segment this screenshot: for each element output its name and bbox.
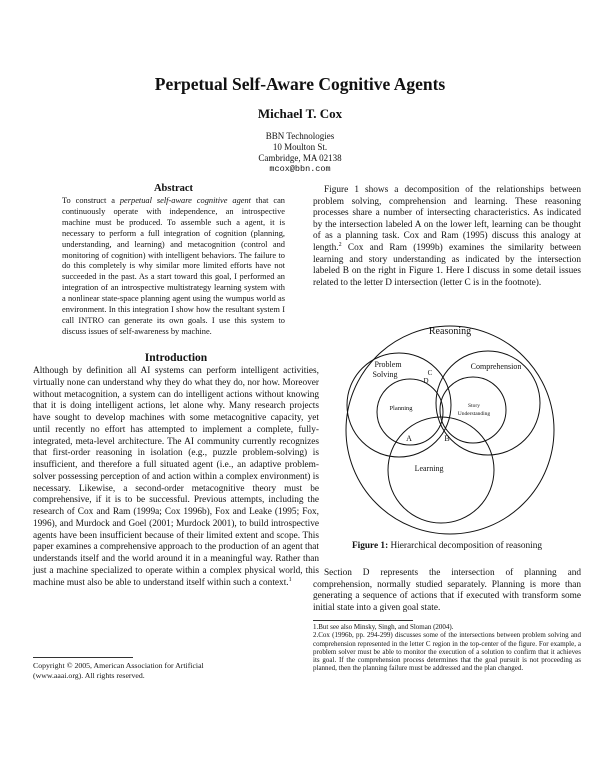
affiliation — [0, 131, 600, 175]
affiliation-city: Cambridge, MA 02138 — [258, 153, 342, 163]
copyright-notice: Copyright © 2005, American Association for Artificial (www.aaai.org). All rights reserved. — [33, 661, 204, 680]
figure-1-caption: Figure 1: Hierarchical decomposition of reasoning — [351, 541, 543, 551]
label-story: Story — [468, 403, 480, 409]
introduction-heading: Introduction — [144, 352, 208, 364]
label-b: B — [444, 434, 450, 443]
right-paragraph-1: Figure 1 shows a decomposition of the relationships between problem solving, comprehension and learning. These reasoning processes share a number of intersecting characteristics. As indicated by the intersection labeled A on the lower left, learning can be thought of as a planning task. Cox and Ram (1995) discuss this analogy at length.$^2$ Cox and Ram (1999b) examines the similarity between learning and story understanding as indicated by the intersection labeled B on the right in Figure 1. Here I discuss in some detail issues related to the letter D intersection (letter C is in the footnote). — [313, 185, 581, 288]
footnote-rule-right — [313, 620, 413, 621]
affiliation-street: 10 Moulton St. — [272, 142, 328, 152]
author-name: Michael T. Cox — [257, 106, 343, 121]
affiliation-org: BBN Technologies — [265, 131, 335, 141]
label-problem: Problem — [374, 360, 402, 369]
label-a: A — [406, 434, 412, 443]
author-email: mcox@bbn.com — [269, 164, 331, 174]
figure-1-diagram — [313, 315, 581, 537]
abstract-emphasis: perpetual self-aware cognitive agent — [119, 196, 251, 205]
label-d: D — [423, 377, 429, 385]
footnote-rule-left — [33, 657, 133, 658]
label-learning: Learning — [414, 464, 444, 473]
story-understanding-circle — [440, 377, 506, 443]
label-reasoning: Reasoning — [428, 326, 472, 337]
footnote-2: 2.Cox (1996b, pp. 294-299) discusses some of the intersections between problem solving and comprehension represented in the letter C region in the top-center of the figure. For example, a problem solver must be able to monitor the execution of a solution to confirm that it achieves its goal. If the comprehension process determines that the goal pursuit is not proceeding as planned, then the planning failure must be addressed and the plan changed. — [313, 631, 581, 673]
label-understanding: Understanding — [457, 411, 491, 417]
label-c: C — [427, 369, 433, 377]
paper-title: Perpetual Self-Aware Cognitive Agents — [154, 74, 446, 94]
label-planning: Planning — [389, 405, 413, 412]
abstract-heading: Abstract — [153, 183, 194, 194]
footnote-mark-2: 2 — [338, 241, 342, 248]
footnote-1: 1.But see also Minsky, Singh, and Sloman (2004). — [313, 623, 454, 631]
abstract-text: To construct a perpetual self-aware cognitive agent that can continuously operate with independence, an introspective machine must be produced. To assemble such a agent, it is necessary to perform a full integration of cognition (planning, understanding, and learning) and metacognition (control and monitoring of cognition) with intelligent behaviors. The failure to do this completely is why similar more limited efforts have not succeeded in the past. As a start toward this goal, I performed an integration of an introspective multistrategy learning system with a nonlinear state-space planning agent using the wumpus world as environment. In this integration I show how the resultant system I call INTRO can generate its own goals. I use this system to discuss issues of self-awareness by machine. — [62, 196, 285, 336]
label-solving: Solving — [372, 370, 398, 379]
right-paragraph-2: Section D represents the intersection of planning and comprehension, normally studied separately. Planning is more than generating a sequence of actions that if executed with transform some initial state into a given goal state. — [313, 568, 581, 613]
footnote-mark-1: 1 — [288, 576, 292, 583]
reasoning-circle — [346, 326, 554, 534]
footnotes — [313, 623, 581, 673]
introduction-text: Although by definition all AI systems can perform intelligent activities, virtually none can understand why they do what they do, nor how. Moreover without metacognition, a system can do intelligent actions without knowing that it is doing intelligent actions, let alone why. Many research projects have sought to develop machines with some metacognitive capacity, yet until recently no effort has attempted to implement a complete, fully-integrated, meta-level architecture. The AI community currently recognizes that first-order reasoning in isolation (e.g., puzzle problem-solving) is insufficient, and therefore a full situated agent (i.e., an adaptive problem-solver possessing perception of and action within a complex environment) is necessary. Likewise, a second-order metacognitive theory must be comprehensive, if it is to be successful. Previous attempts, including the research of Cox and Ram (1999a; Cox 1996b), Fox and Leake (1995; Fox, 1996), and Murdock and Goel (2001; Murdock 2001), to build introspective agents have been insufficient because of their limited extent and scope. This paper examines a comprehensive approach to the production of an agent that understands itself and the world around it in a meaningful way. Rather than just a machine specialized to operate within a complex physical world, this machine must also be able to understand itself within such a context.$^1$ — [33, 366, 319, 588]
label-comprehension: Comprehension — [470, 362, 522, 371]
